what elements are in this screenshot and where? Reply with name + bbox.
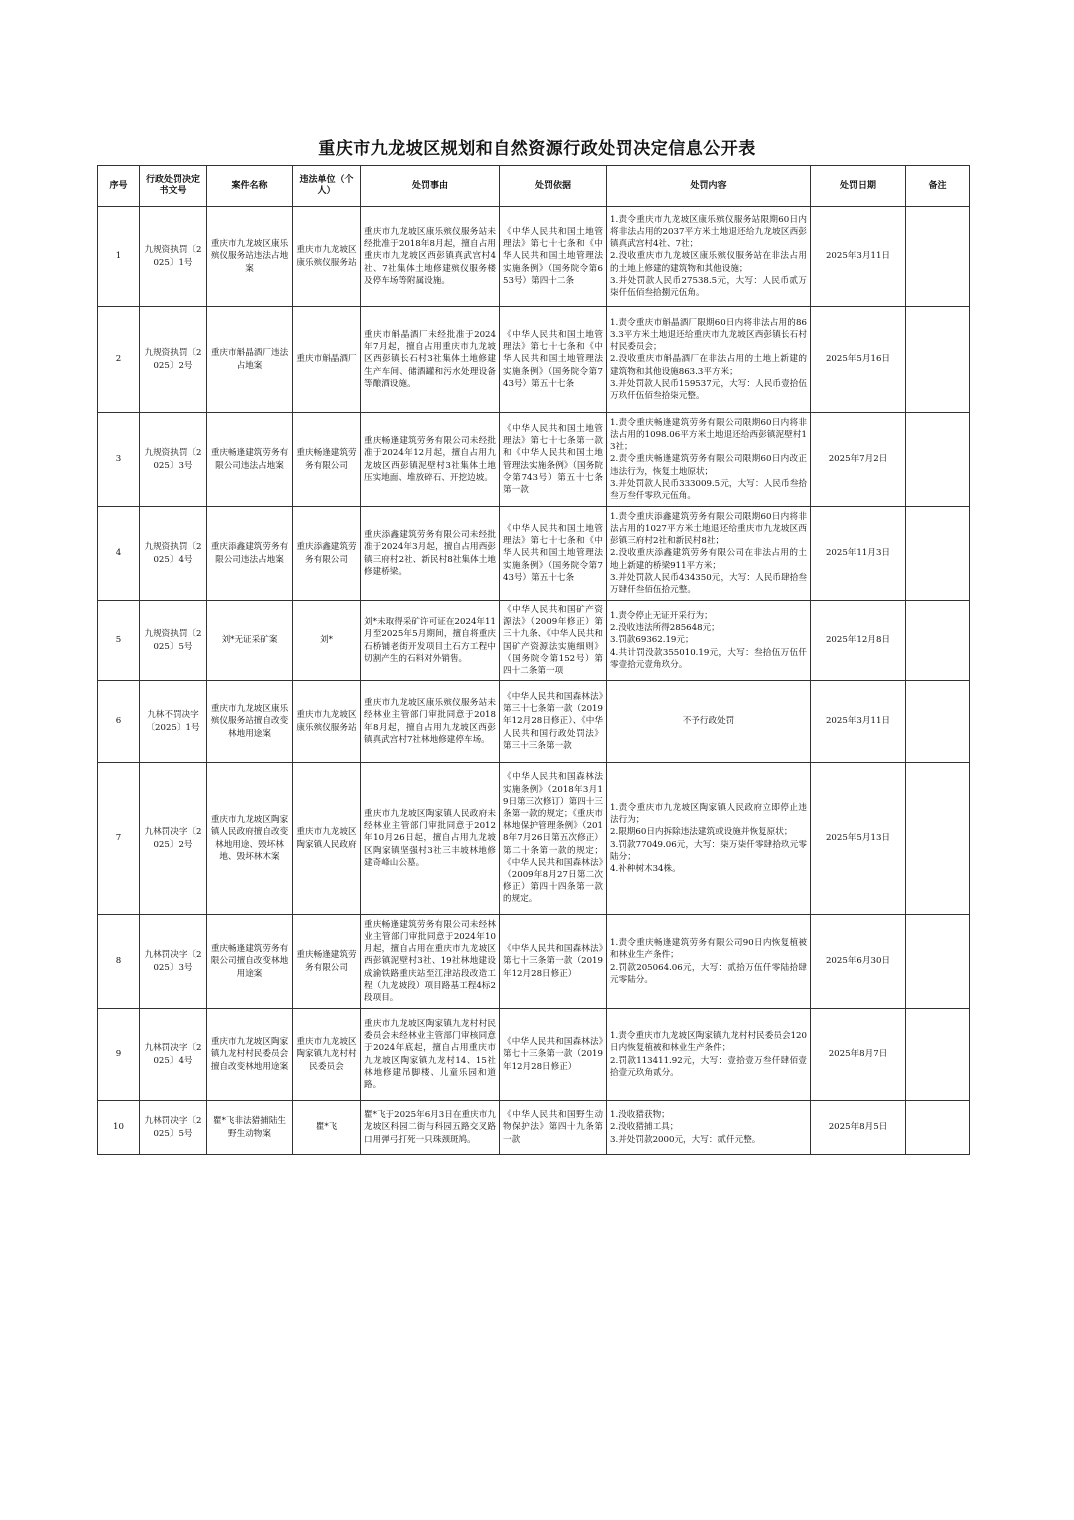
cell-reason: 刘*未取得采矿许可证在2024年11月至2025年5月期间，擅自将重庆石桥铺老街开发项目土石方工程中切割产生的石料对外销售。 — [361, 601, 500, 681]
cell-note — [906, 307, 970, 413]
cell-no: 3 — [98, 413, 140, 507]
table-row — [98, 915, 970, 1009]
cell-note — [906, 763, 970, 915]
cell-doc-number: 九规资执罚〔2025〕4号 — [140, 507, 207, 601]
cell-case-name: 重庆市斛晶酒厂违法占地案 — [207, 307, 293, 413]
cell-note — [906, 915, 970, 1009]
cell-party: 重庆市九龙坡区陶家镇人民政府 — [293, 763, 361, 915]
table-row — [98, 413, 970, 507]
cell-content: 1.责令重庆市九龙坡区陶家镇九龙村村民委员会120日内恢复植被和林业生产条件； 2.罚款113411.92元，大写：壹拾壹万叁仟肆佰壹拾壹元玖角贰分。 — [607, 1009, 811, 1101]
cell-doc-number: 九规资执罚〔2025〕5号 — [140, 601, 207, 681]
cell-no: 10 — [98, 1101, 140, 1155]
cell-case-name: 重庆市九龙坡区陶家镇九龙村村民委员会擅自改变林地用途案 — [207, 1009, 293, 1101]
cell-content: 1.责令重庆畅逢建筑劳务有限公司限期60日内将非法占用的1098.06平方米土地退还给西彭镇泥壁村13社； 2.责令重庆畅逢建筑劳务有限公司限期60日内改正违法行为，恢复土地原状； 3.并处罚款人民币333009.5元，大写：人民币叁拾叁万叁仟零玖元伍角。 — [607, 413, 811, 507]
table-header-row — [98, 166, 970, 207]
cell-doc-number: 九林罚决字〔2025〕2号 — [140, 763, 207, 915]
cell-doc-number: 九规资执罚〔2025〕2号 — [140, 307, 207, 413]
header-note: 备注 — [906, 166, 970, 207]
cell-note — [906, 413, 970, 507]
cell-content: 1.责令重庆市九龙坡区陶家镇人民政府立即停止违法行为； 2.限期60日内拆除违法建筑或设施并恢复原状； 3.罚款77049.06元，大写：柒万柒仟零肆拾玖元零陆分； 4.补种树木34株。 — [607, 763, 811, 915]
cell-reason: 重庆市九龙坡区陶家镇九龙村村民委员会未经林业主管部门审核同意于2024年底起，擅自占用重庆市九龙坡区陶家镇九龙村14、15社林地修建吊脚楼、儿童乐园和道路。 — [361, 1009, 500, 1101]
table-row — [98, 1009, 970, 1101]
header-party: 违法单位（个人） — [293, 166, 361, 207]
cell-no: 7 — [98, 763, 140, 915]
cell-no: 9 — [98, 1009, 140, 1101]
cell-note — [906, 681, 970, 763]
cell-note — [906, 507, 970, 601]
page-title: 重庆市九龙坡区规划和自然资源行政处罚决定信息公开表 — [318, 139, 756, 159]
cell-date: 2025年5月16日 — [811, 307, 906, 413]
cell-no: 1 — [98, 207, 140, 307]
cell-no: 6 — [98, 681, 140, 763]
cell-no: 8 — [98, 915, 140, 1009]
cell-content: 1.责令重庆市九龙坡区康乐殡仪服务站限期60日内将非法占用的2037平方米土地退还给九龙坡区西彭镇真武宫村4社、7社； 2.没收重庆市九龙坡区康乐殡仪服务站在非法占用的土地上修建的建筑物和其他设施； 3.并处罚款人民币27538.5元，大写：人民币贰万柒仟伍佰叁拾捌元伍角。 — [607, 207, 811, 307]
cell-case-name: 刘*无证采矿案 — [207, 601, 293, 681]
cell-case-name: 重庆畅逢建筑劳务有限公司违法占地案 — [207, 413, 293, 507]
table-row — [98, 307, 970, 413]
cell-party: 重庆畅逢建筑劳务有限公司 — [293, 915, 361, 1009]
header-doc-number: 行政处罚决定书文号 — [140, 166, 207, 207]
cell-date: 2025年11月3日 — [811, 507, 906, 601]
cell-party: 刘* — [293, 601, 361, 681]
cell-case-name: 重庆市九龙坡区康乐殡仪服务站擅自改变林地用途案 — [207, 681, 293, 763]
cell-basis: 《中华人民共和国森林法》第三十七条第一款（2019年12月28日修正）、《中华人民共和国行政处罚法》第三十三条第一款 — [500, 681, 607, 763]
cell-no: 5 — [98, 601, 140, 681]
cell-basis: 《中华人民共和国土地管理法》第七十七条第一款和《中华人民共和国土地管理法实施条例》（国务院令第743号）第五十七条第一款 — [500, 413, 607, 507]
cell-case-name: 重庆市九龙坡区康乐殡仪服务站违法占地案 — [207, 207, 293, 307]
cell-basis: 《中华人民共和国森林法实施条例》（2018年3月19日第三次修订）第四十三条第一款的规定；《重庆市林地保护管理条例》（2018年7月26日第五次修正）第二十条第一款的规定；《中华人民共和国森林法》（2009年8月27日第二次修正）第四十四条第一款的规定。 — [500, 763, 607, 915]
cell-case-name: 重庆市九龙坡区陶家镇人民政府擅自改变林地用途、毁坏林地、毁坏林木案 — [207, 763, 293, 915]
cell-party: 重庆市九龙坡区康乐殡仪服务站 — [293, 207, 361, 307]
cell-content: 1.责令重庆添鑫建筑劳务有限公司限期60日内将非法占用的1027平方米土地退还给重庆市九龙坡区西彭镇三府村2社和新民村8社； 2.没收重庆添鑫建筑劳务有限公司在非法占用的土地上新建的桥梁911平方米； 3.并处罚款人民币434350元，大写：人民币肆拾叁万肆仟叁佰伍拾元整。 — [607, 507, 811, 601]
header-date: 处罚日期 — [811, 166, 906, 207]
table-row — [98, 207, 970, 307]
cell-basis: 《中华人民共和国土地管理法》第七十七条和《中华人民共和国土地管理法实施条例》（国务院令第743号）第五十七条 — [500, 307, 607, 413]
header-reason: 处罚事由 — [361, 166, 500, 207]
cell-party: 重庆市九龙坡区康乐殡仪服务站 — [293, 681, 361, 763]
cell-date: 2025年12月8日 — [811, 601, 906, 681]
cell-note — [906, 207, 970, 307]
cell-content: 1.责令停止无证开采行为； 2.没收违法所得285648元； 3.罚款69362.19元； 4.共计罚没款355010.19元，大写：叁拾伍万伍仟零壹拾元壹角玖分。 — [607, 601, 811, 681]
cell-content: 不予行政处罚 — [607, 681, 811, 763]
cell-note — [906, 601, 970, 681]
cell-date: 2025年6月30日 — [811, 915, 906, 1009]
cell-content: 1.没收猎获物； 2.没收猎捕工具； 3.并处罚款2000元，大写：贰仟元整。 — [607, 1101, 811, 1155]
penalty-table — [97, 165, 970, 1155]
cell-basis: 《中华人民共和国矿产资源法》（2009年修正）第三十九条、《中华人民共和国矿产资源法实施细则》（国务院令第152号）第四十二条第一项 — [500, 601, 607, 681]
cell-doc-number: 九林罚决字〔2025〕3号 — [140, 915, 207, 1009]
cell-doc-number: 九林不罚决字〔2025〕1号 — [140, 681, 207, 763]
cell-date: 2025年8月5日 — [811, 1101, 906, 1155]
cell-reason: 重庆市九龙坡区康乐殡仪服务站未经林业主管部门审批同意于2018年8月起，擅自占用九龙坡区西彭镇真武宫村7社林地修建停车场。 — [361, 681, 500, 763]
cell-date: 2025年3月11日 — [811, 207, 906, 307]
cell-content: 1.责令重庆畅逢建筑劳务有限公司90日内恢复植被和林业生产条件； 2.罚款205064.06元，大写：贰拾万伍仟零陆拾肆元零陆分。 — [607, 915, 811, 1009]
cell-case-name: 重庆畅逢建筑劳务有限公司擅自改变林地用途案 — [207, 915, 293, 1009]
header-no: 序号 — [98, 166, 140, 207]
table-row — [98, 601, 970, 681]
cell-reason: 重庆市九龙坡区陶家镇人民政府未经林业主管部门审批同意于2012年10月26日起，擅自占用九龙坡区陶家镇坚强村3社三丰坡林地修建奇峰山公墓。 — [361, 763, 500, 915]
cell-reason: 重庆畅逢建筑劳务有限公司未经林业主管部门审批同意于2024年10月起，擅自占用在重庆市九龙坡区西彭镇泥壁村3社、19社林地建设成渝铁路重庆站至江津站段改造工程（九龙坡段）项目路基工程4标2段项目。 — [361, 915, 500, 1009]
cell-date: 2025年8月7日 — [811, 1009, 906, 1101]
header-case-name: 案件名称 — [207, 166, 293, 207]
cell-basis: 《中华人民共和国森林法》第七十三条第一款（2019年12月28日修正） — [500, 1009, 607, 1101]
table-row — [98, 681, 970, 763]
cell-content: 1.责令重庆市斛晶酒厂限期60日内将非法占用的863.3平方米土地退还给重庆市九龙坡区西彭镇长石村村民委员会； 2.没收重庆市斛晶酒厂在非法占用的土地上新建的建筑物和其他设施863.3平方米； 3.并处罚款人民币159537元，大写：人民币壹拾伍万玖仟伍佰叁拾柒元整。 — [607, 307, 811, 413]
cell-basis: 《中华人民共和国野生动物保护法》第四十九条第一款 — [500, 1101, 607, 1155]
cell-basis: 《中华人民共和国土地管理法》第七十七条和《中华人民共和国土地管理法实施条例》（国务院令第653号）第四十二条 — [500, 207, 607, 307]
cell-reason: 瞿*飞于2025年6月3日在重庆市九龙坡区科园二街与科园五路交叉路口用弹弓打死一只珠颈斑鸠。 — [361, 1101, 500, 1155]
cell-case-name: 瞿*飞非法猎捕陆生野生动物案 — [207, 1101, 293, 1155]
cell-basis: 《中华人民共和国土地管理法》第七十七条和《中华人民共和国土地管理法实施条例》（国务院令第743号）第五十七条 — [500, 507, 607, 601]
cell-date: 2025年7月2日 — [811, 413, 906, 507]
cell-reason: 重庆市斛晶酒厂未经批准于2024年7月起，擅自占用重庆市九龙坡区西彭镇长石村3社集体土地修建生产车间、储酒罐和污水处理设备等酿酒设施。 — [361, 307, 500, 413]
cell-basis: 《中华人民共和国森林法》第七十三条第一款（2019年12月28日修正） — [500, 915, 607, 1009]
cell-party: 重庆市斛晶酒厂 — [293, 307, 361, 413]
cell-doc-number: 九林罚决字〔2025〕5号 — [140, 1101, 207, 1155]
table-row — [98, 1101, 970, 1155]
cell-party: 重庆市九龙坡区陶家镇九龙村村民委员会 — [293, 1009, 361, 1101]
cell-no: 4 — [98, 507, 140, 601]
cell-doc-number: 九规资执罚〔2025〕1号 — [140, 207, 207, 307]
table-row — [98, 507, 970, 601]
cell-party: 瞿*飞 — [293, 1101, 361, 1155]
cell-party: 重庆添鑫建筑劳务有限公司 — [293, 507, 361, 601]
table-row — [98, 763, 970, 915]
cell-reason: 重庆市九龙坡区康乐殡仪服务站未经批准于2018年8月起，擅自占用重庆市九龙坡区西彭镇真武宫村4社、7社集体土地修建殡仪服务楼及停车场等附属设施。 — [361, 207, 500, 307]
cell-no: 2 — [98, 307, 140, 413]
cell-note — [906, 1009, 970, 1101]
cell-date: 2025年3月11日 — [811, 681, 906, 763]
cell-date: 2025年5月13日 — [811, 763, 906, 915]
cell-party: 重庆畅逢建筑劳务有限公司 — [293, 413, 361, 507]
cell-reason: 重庆畅逢建筑劳务有限公司未经批准于2024年12月起，擅自占用九龙坡区西彭镇泥壁村3社集体土地压实地面、堆放碎石、开挖边坡。 — [361, 413, 500, 507]
cell-note — [906, 1101, 970, 1155]
cell-case-name: 重庆添鑫建筑劳务有限公司违法占地案 — [207, 507, 293, 601]
header-basis: 处罚依据 — [500, 166, 607, 207]
cell-reason: 重庆添鑫建筑劳务有限公司未经批准于2024年3月起，擅自占用西彭镇三府村2社、新民村8社集体土地修建桥梁。 — [361, 507, 500, 601]
cell-doc-number: 九规资执罚〔2025〕3号 — [140, 413, 207, 507]
header-content: 处罚内容 — [607, 166, 811, 207]
cell-doc-number: 九林罚决字〔2025〕4号 — [140, 1009, 207, 1101]
